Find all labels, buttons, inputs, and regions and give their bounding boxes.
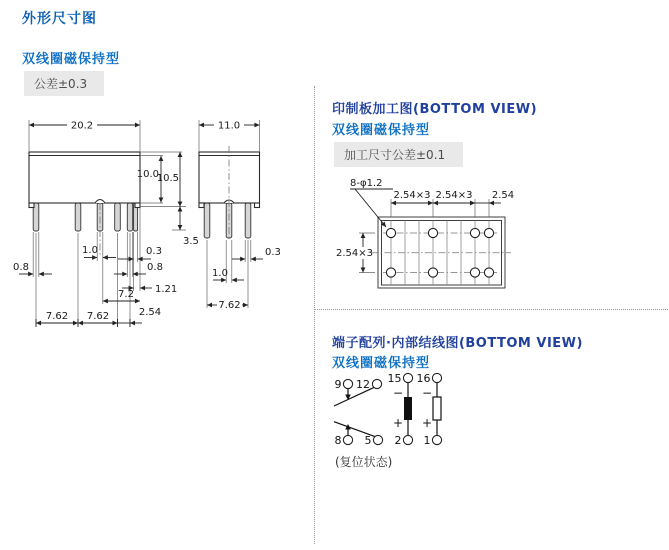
dim-side-tip-width: 0.3 — [265, 247, 281, 258]
pin-label-8: 8 — [334, 434, 342, 447]
front-view-drawing — [13, 120, 199, 327]
pcb-hole-drawing — [325, 165, 665, 310]
set-coil — [404, 397, 412, 420]
schematic-subtitle: 双线圈磁保持型 — [332, 356, 431, 371]
dim-right-pin-width: 0.8 — [147, 262, 163, 273]
terminal-pins — [335, 372, 442, 447]
dim-pitch-1: 7.62 — [45, 311, 69, 322]
dim-pitch-2: 7.62 — [86, 311, 110, 322]
pcb-dim-top2: 2.54×3 — [435, 190, 473, 201]
pin-label-16: 16 — [416, 372, 431, 385]
reset-state-note: (复位状态) — [335, 455, 393, 469]
pcb-board — [371, 217, 511, 288]
side-view-drawing — [199, 120, 281, 311]
page-title: 外形尺寸图 — [22, 11, 97, 27]
pcb-dim-top1: 2.54×3 — [393, 190, 431, 201]
dim-front-height-outer: 10.5 — [156, 173, 179, 184]
polarity-minus-2: − — [421, 386, 433, 400]
pin-label-15: 15 — [387, 372, 402, 385]
dim-pitch-3: 2.54 — [138, 307, 162, 318]
coil-group — [393, 383, 441, 436]
pcb-section-title: 印制板加工图(BOTTOM VIEW) — [332, 102, 538, 117]
schematic-section-title: 端子配列·内部结线图(BOTTOM VIEW) — [332, 336, 583, 351]
dim-front-width: 20.2 — [70, 120, 94, 132]
vertical-separator — [314, 86, 315, 544]
dim-side-pitch: 7.62 — [218, 300, 241, 311]
reset-coil — [433, 397, 441, 420]
pin-label-9: 9 — [334, 378, 342, 391]
pin-label-2: 2 — [394, 434, 402, 447]
dim-center-pin-width: 1.0 — [82, 245, 98, 256]
dim-pin-length: 3.5 — [183, 236, 199, 247]
polarity-plus-2: + — [421, 416, 433, 430]
left-subtitle: 双线圈磁保持型 — [22, 52, 121, 67]
dim-side-pin-width: 1.0 — [212, 268, 228, 279]
terminal-wiring-diagram — [325, 369, 665, 489]
pcb-subtitle: 双线圈磁保持型 — [332, 123, 431, 138]
polarity-plus-1: + — [392, 416, 404, 430]
dim-edge-gap: 1.21 — [155, 284, 178, 295]
dim-front-height-inner: 10.0 — [136, 169, 159, 180]
pin-label-12: 12 — [356, 378, 370, 391]
polarity-minus-1: − — [392, 386, 404, 400]
dim-side-width: 11.0 — [217, 120, 241, 132]
dim-front-span: 7.2 — [118, 289, 134, 300]
pcb-dimensions — [336, 178, 514, 273]
pin-label-5: 5 — [364, 434, 372, 447]
outline-dimension-drawing — [5, 105, 310, 337]
dim-front-tip-width: 0.3 — [146, 246, 162, 257]
pcb-dim-top3: 2.54 — [491, 190, 515, 201]
pin-label-1: 1 — [423, 434, 431, 447]
contact-group — [334, 387, 375, 436]
pcb-hole-note: 8-φ1.2 — [350, 178, 383, 189]
tolerance-box-left: 公差±0.3 — [24, 71, 104, 96]
pcb-dim-left: 2.54×3 — [336, 248, 374, 259]
dim-left-pin-width: 0.8 — [13, 262, 29, 273]
tolerance-box-pcb: 加工尺寸公差±0.1 — [334, 142, 463, 167]
